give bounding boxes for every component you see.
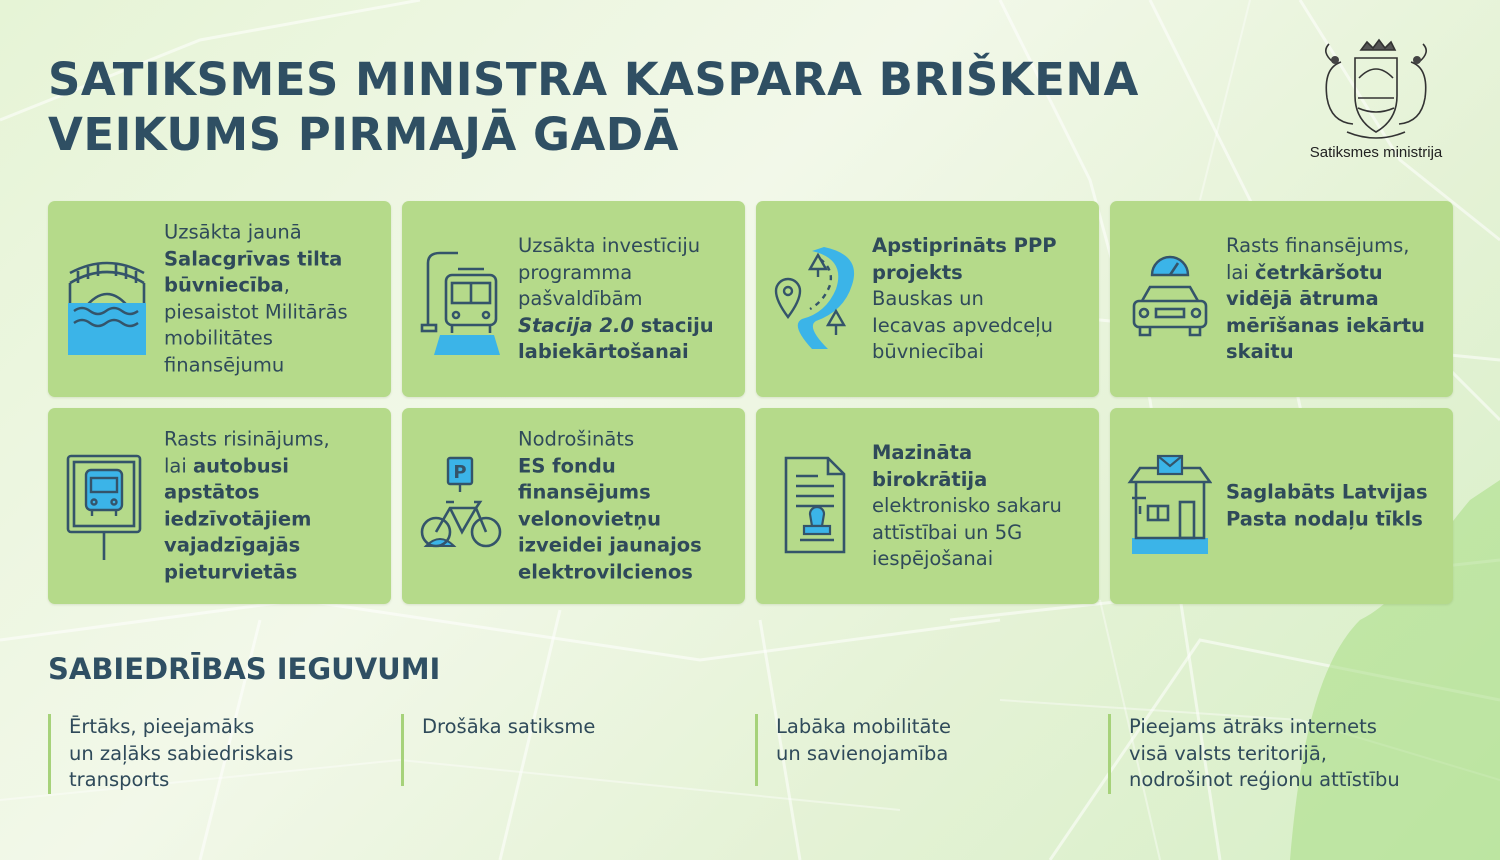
title-line-2: VEIKUMS PIRMAJĀ GADĀ (48, 108, 679, 161)
post-office-icon (1126, 446, 1212, 566)
road-map-icon (772, 239, 858, 359)
achievements-grid (48, 201, 1453, 604)
achievement-card (48, 408, 391, 604)
card-text (518, 233, 737, 366)
card-text-part: Nodrošināts (518, 427, 635, 451)
card-text-part: Bauskas un Iecavas apvedceļu būvniecībai (872, 286, 1054, 363)
card-text (164, 220, 383, 379)
achievement-card (1110, 408, 1453, 604)
achievement-card (402, 201, 745, 397)
achievement-card (402, 408, 745, 604)
card-text-bold: Saglabāts Latvijas Pasta nodaļu tīkls (1226, 480, 1428, 530)
svg-text:P: P (453, 462, 467, 483)
card-text-italic: Stacija 2.0 (518, 313, 634, 337)
card-text-bold: Apstiprināts PPP projekts (872, 233, 1057, 284)
bus-sign-icon (64, 446, 150, 566)
page-title (48, 52, 1139, 162)
document-stamp-icon (772, 446, 858, 566)
bike-parking-icon (418, 446, 504, 566)
bus-stop-icon (418, 239, 504, 359)
card-text (1226, 480, 1445, 533)
card-text (872, 440, 1091, 573)
ministry-logo (1290, 38, 1462, 170)
benefit-item: Pieejams ātrāks internets visā valsts teritorijā, nodrošinot reģionu attīstību (1108, 714, 1400, 794)
card-text (164, 427, 383, 586)
card-text-part: Rasts finansējums, lai (1226, 233, 1410, 284)
card-text-part: , piesaistot Militārās mobilitātes finansējumu (164, 273, 348, 376)
bridge-icon (64, 239, 150, 359)
card-text-bold: ES fondu finansējums velonovietņu izveidei jaunajos elektrovilcienos (518, 454, 702, 583)
card-text-bold: Salacgrīvas tilta būvniecība (164, 247, 343, 297)
coat-of-arms-icon (1311, 38, 1441, 142)
card-text (1226, 233, 1445, 366)
card-text (518, 427, 737, 586)
card-text (872, 233, 1091, 366)
benefit-item: Labāka mobilitāte un savienojamība (755, 714, 951, 786)
achievement-card (756, 201, 1099, 397)
achievement-card (48, 201, 391, 397)
benefit-item: Drošāka satiksme (401, 714, 595, 786)
logo-caption: Satiksmes ministrija (1309, 144, 1443, 161)
card-text-part: elektronisko sakaru attīstībai un 5G iespējošanai (872, 493, 1062, 570)
achievement-card (756, 408, 1099, 604)
speed-camera-car-icon (1126, 239, 1212, 359)
achievement-card (1110, 201, 1453, 397)
title-line-1: SATIKSMES MINISTRA KASPARA BRIŠKENA (48, 53, 1139, 106)
card-text-bold: staciju labiekārtošanai (518, 313, 714, 363)
card-text-part: Uzsākta jaunā (164, 220, 302, 244)
benefits-heading: SABIEDRĪBAS IEGUVUMI (48, 652, 441, 686)
card-text-part: Uzsākta investīciju programma pašvaldībām (518, 233, 701, 310)
card-text-bold: četrkāršotu vidējā ātruma mērīšanas iekārtu skaitu (1226, 260, 1425, 363)
benefit-item: Ērtāks, pieejamāks un zaļāks sabiedriskais transports (48, 714, 293, 794)
card-text-bold: Mazināta birokrātija (872, 440, 988, 491)
card-text-part: Rasts risinājums, lai (164, 427, 330, 477)
card-text-bold: autobusi apstātos iedzīvotājiem vajadzīgajās pieturvietās (164, 454, 312, 583)
